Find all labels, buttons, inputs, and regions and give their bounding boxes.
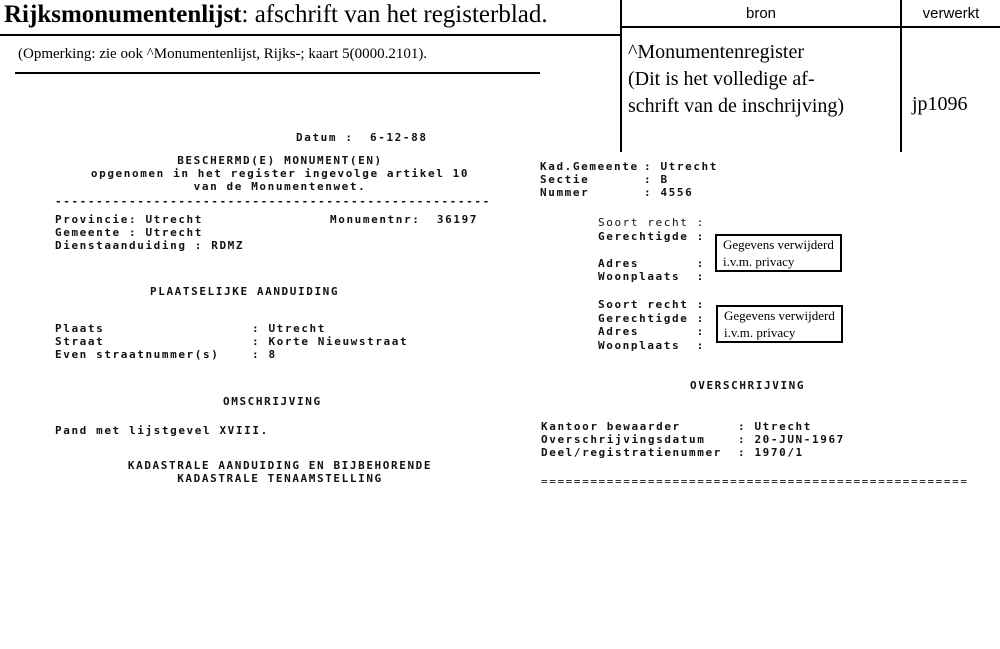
provincie: Provincie: Utrecht: [55, 213, 204, 226]
datum: Datum : 6-12-88: [296, 131, 428, 144]
equals-separator: ====================================================: [541, 475, 969, 488]
gemeente: Gemeente : Utrecht: [55, 226, 204, 239]
rechthebbende-1: Soort recht : Gerechtigde : Adres : Woonplaats :: [598, 216, 705, 283]
omschrijving-heading: OMSCHRIJVING: [223, 395, 322, 408]
kadastrale-heading: KADASTRALE AANDUIDING EN BIJBEHORENDE KADASTRALE TENAAMSTELLING: [127, 459, 433, 485]
divider: [15, 72, 540, 74]
omschrijving-text: Pand met lijstgevel XVIII.: [55, 424, 269, 437]
dash-separator: -----------------------------------------------------: [55, 195, 491, 208]
kadastrale-gegevens: Kad.Gemeente : Utrecht Sectie : B Nummer : 4556: [540, 160, 719, 199]
column-header-bron: bron: [745, 5, 777, 22]
section-heading: BESCHERMD(E) MONUMENT(EN) opgenomen in het register ingevolge artikel 10 van de Monumentenwet.: [90, 154, 470, 193]
table-border: [900, 0, 902, 152]
even-straatnummers: Even straatnummer(s) : 8: [55, 348, 277, 361]
overschrijving-gegevens: Kantoor bewaarder : Utrecht Overschrijvingsdatum : 20-JUN-1967 Deel/registratienummer : 1970/1: [541, 420, 845, 459]
rechthebbende-2: Soort recht : Gerechtigde : Adres : Woonplaats :: [598, 298, 705, 352]
straat: Straat : Korte Nieuwstraat: [55, 335, 409, 348]
bron-cell: ^Monumentenregister (Dit is het volledige af- schrift van de inschrijving): [628, 41, 845, 117]
table-border: [620, 26, 1000, 28]
plaats: Plaats : Utrecht: [55, 322, 327, 335]
monumentnr: Monumentnr: 36197: [330, 213, 479, 226]
privacy-redaction-box: Gegevens verwijderd i.v.m. privacy: [715, 234, 842, 272]
divider: [0, 34, 620, 36]
page-title: Rijksmonumentenlijst: afschrift van het registerblad.: [4, 1, 548, 28]
plaatselijke-heading: PLAATSELIJKE AANDUIDING: [150, 285, 340, 298]
overschrijving-heading: OVERSCHRIJVING: [690, 379, 806, 392]
table-border: [620, 0, 622, 152]
note: (Opmerking: zie ook ^Monumentenlijst, Rijks-; kaart 5(0000.2101).: [18, 46, 428, 62]
column-header-verwerkt: verwerkt: [922, 5, 980, 22]
dienstaanduiding: Dienstaanduiding : RDMZ: [55, 239, 245, 252]
privacy-redaction-box: Gegevens verwijderd i.v.m. privacy: [716, 305, 843, 343]
verwerkt-cell: jp1096: [912, 93, 968, 115]
